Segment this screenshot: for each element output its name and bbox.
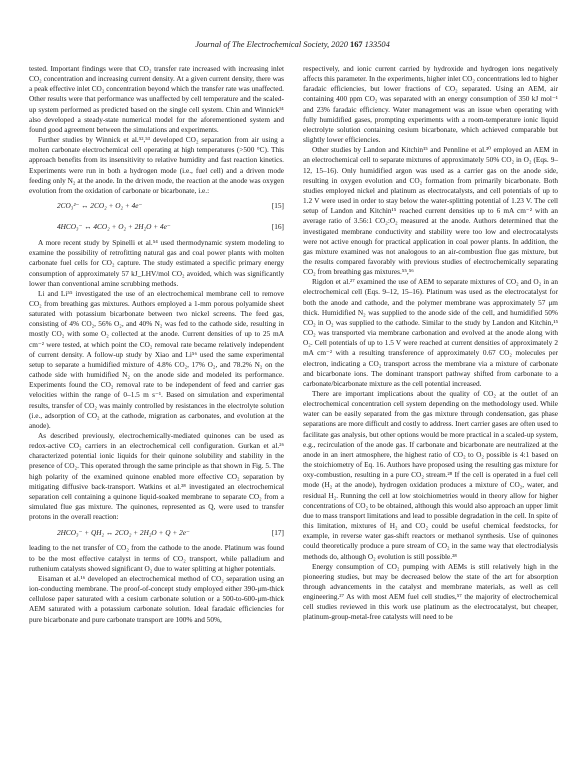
running-header: Journal of The Electrochemical Society, 2020 167 133504: [195, 40, 390, 49]
equation-number: [16]: [271, 222, 284, 232]
equation-expression: 2CO₃²⁻ ↔ 2CO₂ + O₂ + 4e⁻: [57, 201, 143, 211]
paragraph: Li and Li⁵⁵ investigated the use of an electrochemical membrane cell to remove CO₂ from breathing gas mixtures. Authors employed a 1-mm porous polyamide sheet saturated with potassium bicarbonate between two nickel screens. The feed gas, consisting of 4% CO₂, 56% O₂, and 40% N₂ was fed to the cathode side, resulting in mostly CO₂ with some O₂ collected at the anode. Current densities of up to 25 mA cm⁻² were tested, at which point the CO₂ removal rate became relatively independent of current density. A follow-up study by Xiao and Li⁵⁶ used the same experimental setup to separate a humidified mixture of 4.8% CO₂, 17% O₂, and 78.2% N₂ on the cathode side with humidified N₂ on the anode side and modeled its performance. Experiments found the CO₂ removal rate to be independent of feed and carrier gas velocities within the range of 0–1.5 m s⁻¹. Based on simulation and experimental results, transfer of CO₂ was mainly controlled by resistances in the electrolyte solution (i.e., adsorption of CO₂ at the cathode, migration as carbonates, and evolution at the anode).: [29, 288, 284, 430]
journal-year: 2020: [331, 40, 348, 49]
equation-15: [29, 196, 284, 217]
equation-expression: 4HCO₃⁻ ↔ 4CO₂ + O₂ + 2H₂O + 4e⁻: [57, 222, 171, 232]
right-column: [303, 64, 558, 623]
equation-16: [29, 217, 284, 238]
paragraph: tested. Important findings were that CO₂ transfer rate increased with increasing inlet CO₂ concentration and increasing current density. At a given current density, there was a peak effective inlet CO₂ concentration beyond which the transfer rate was unaffected. Other results were that performance was unaffected by cell temperature and the scaled-up system performed as predicted based on the single cell system. Chin and Winnick⁵¹ also developed a steady-state numerical model for the aforementioned system and found good agreement between the simulations and experiments.: [29, 64, 284, 134]
journal-name: Journal of The Electrochemical Society: [195, 40, 327, 49]
article-number: 133504: [364, 40, 390, 49]
paragraph: Rigdon et al.²⁷ examined the use of AEM to separate mixtures of CO₂ and O₂ in an electrochemical cell (Eqs. 9–12, 15–16). Platinum was used as the electrocatalyst for both the anode and cathode, and the polymer membrane was approximately 57 μm thick. Humidified N₂ was supplied to the anode side of the cell, and humidified 50% CO₂ in O₂ was supplied to the cathode. Similar to the study by Landon and Kitchin,¹⁵ CO₂ was transported via membrane carbonation and evolved at the anode along with O₂. Cell potentials of up to 1.5 V were reached at current densities of approximately 2 mA cm⁻² with a resulting transference of approximately 0.67 CO₂ molecules per electron, indicating a CO₂ transport across the membrane via a mixture of carbonate and bicarbonate ions. The dominant transport pathway shifted from carbonate to a carbonate/bicarbonate mixture as the cell potential increased.: [303, 277, 558, 388]
paragraph: A more recent study by Spinelli et al.⁵⁴ used thermodynamic system modeling to examine the possibility of retrofitting natural gas and coal power plants with molten carbonate fuel cells for CO₂ capture. The study estimated a specific primary energy consumption of approximately 57 kJ_LHV/mol CO₂ avoided, which was significantly lower than conventional amine scrubbing methods.: [29, 238, 284, 288]
paragraph: Eisaman et al.¹⁶ developed an electrochemical method of CO₂ separation using an ion-conducting membrane. The proof-of-concept study employed either 390-μm-thick cellulose paper saturated with a cesium carbonate solution or a 500-to-600-μm-thick AEM saturated with a potassium carbonate solution. Ideal faradaic efficiencies for pure bicarbonate and pure carbonate transport are 100% and 50%,: [29, 573, 284, 624]
paragraph: respectively, and ionic current carried by hydroxide and hydrogen ions negatively affects this parameter. In the experiments, higher inlet CO₂ concentrations led to higher faradaic efficiencies, but lower fractions of CO₂ separated. Using an AEM, air containing 400 ppm CO₂ was separated with an energy consumption of 350 kJ mol⁻¹ and 23% faradaic efficiency. Water management was an issue when operating with fully humidified gases, prompting experiments with a room-temperature ionic liquid electrolyte solution containing cesium bicarbonate, which achieved comparable but slightly lower efficiencies.: [303, 64, 558, 145]
equation-expression: 2HCO₃⁻ + QH₂ ↔ 2CO₂ + 2H₂O + Q + 2e⁻: [57, 527, 190, 537]
paragraph: There are important implications about the quality of CO₂ at the outlet of an electrochemical concentration cell system depending on the methodology used. While water can be easily separated from the gas mixture through condensation, gas phase separations are more difficult and costly to address. Inert carrier gases are often used to facilitate gas analysis, but other options would be more practical in a scaled-up system, e.g., recirculation of the anode gas. If carbonate and bicarbonate are neutralized at the anode in an inert atmosphere, the highest ratio of CO₂ to O₂ possible is 4:1 based on the stoichiometry of Eq. 16. Authors have proposed using the resulting gas mixture for oxy-combustion, resulting in a pure CO₂ stream.²⁸ If the cell is operated in a fuel cell mode (H₂ at the anode), hydrogen oxidation produces a mixture of CO₂, water, and residual H₂. Running the cell at low stoichiometries would in theory allow for higher concentrations of CO₂ to be obtained, although this would also approach an upper limit due to mass transport limitations and lead to possible degradation in the cell. In spite of this limitation, mixtures of H₂ and CO₂ could be useful chemical feedstocks, for example, in reverse water gas-shift reactors or methanol synthesis. Use of quinones could theoretically produce a pure stream of CO₂ in the same way that electrodialysis methods do, although O₂ evolution is still possible.²⁸: [303, 389, 558, 561]
paragraph: Energy consumption of CO₂ pumping with AEMs is still relatively high in the pioneering studies, but may be decreased below the state of the art for absorption through advancements in the catalyst and membrane materials, as well as cell engineering.²⁷ As with most AEM fuel cell studies,⁵⁷ the majority of electrochemical cell studies reviewed in this work use platinum as the electrocatalyst, but cheaper, platinum-group-metal-free catalysts will need to be: [303, 561, 558, 622]
paragraph: Further studies by Winnick et al.⁵²,⁵³ developed CO₂ separation from air using a molten carbonate electrochemical cell operating at high temperatures (>500 °C). This approach benefits from its insensitivity to relative humidity and fast reaction kinetics. Experiments were run in both a hydrogen mode (i.e., fuel cell) and a driven mode feeding only N₂ at the anode. In the driven mode, the reaction at the anode was oxygen evolution from the oxidation of carbonate or bicarbonate, i.e.:: [29, 135, 284, 195]
journal-volume: 167: [350, 40, 363, 49]
equation-17: [29, 522, 284, 543]
equation-number: [15]: [271, 201, 284, 211]
left-column: [29, 64, 284, 625]
paragraph: leading to the net transfer of CO₂ from the cathode to the anode. Platinum was found to be the most effective catalyst in terms of CO₂ transport, while palladium and ruthenium catalysts showed significant O₂ due to water splitting at higher potentials.: [29, 543, 284, 573]
paragraph: Other studies by Landon and Kitchin¹⁵ and Pennline et al.³⁰ employed an AEM in an electrochemical cell to separate mixtures of approximately 50% CO₂ in O₂ (Eqs. 9–12, 15–16). Only humidified argon was used as a carrier gas on the anode side, resulting in oxygen evolution and CO₂ formation from primarily bicarbonate. Both studies employed nickel and platinum as electrocatalysts, and cell potentials of up to 1.2 V were used in order to stay below the water-splitting potential of 1.23 V. The cell setup of Landon and Kitchin¹⁵ reached current densities up to 6 mA cm⁻² with an average ratio of 3.56:1 CO₂:O₂ measured at the anode. Authors determined that the investigated membrane conductivity and stability were too low and electrocatalysts were not active enough for practical application in coal power plants. In addition, the gas mixture examined was not analogous to an air-combustion flue gas mixture, but the results compared favorably with previous studies of electrochemically separating CO₂ from breathing gas mixtures.⁵⁵,⁵⁶: [303, 145, 558, 277]
equation-number: [17]: [271, 527, 284, 537]
paragraph: As described previously, electrochemically-mediated quinones can be used as redox-active CO₂ carriers in an electrochemical cell configuration. Gurkan et al.²⁶ characterized potential ionic liquids for their quinone solubility and stability in the presence of CO₂. This operated through the same principle as that shown in Fig. 5. The high polarity of the examined quinone enabled more effective CO₂ separation by mitigating diffusive back-transport. Watkins et al.²⁸ investigated an electrochemical separation cell containing a quinone liquid-soaked membrane to separate CO₂ from a simulated flue gas mixture. The quinones, represented as Q, were used to transfer protons in the overall reaction:: [29, 431, 284, 522]
